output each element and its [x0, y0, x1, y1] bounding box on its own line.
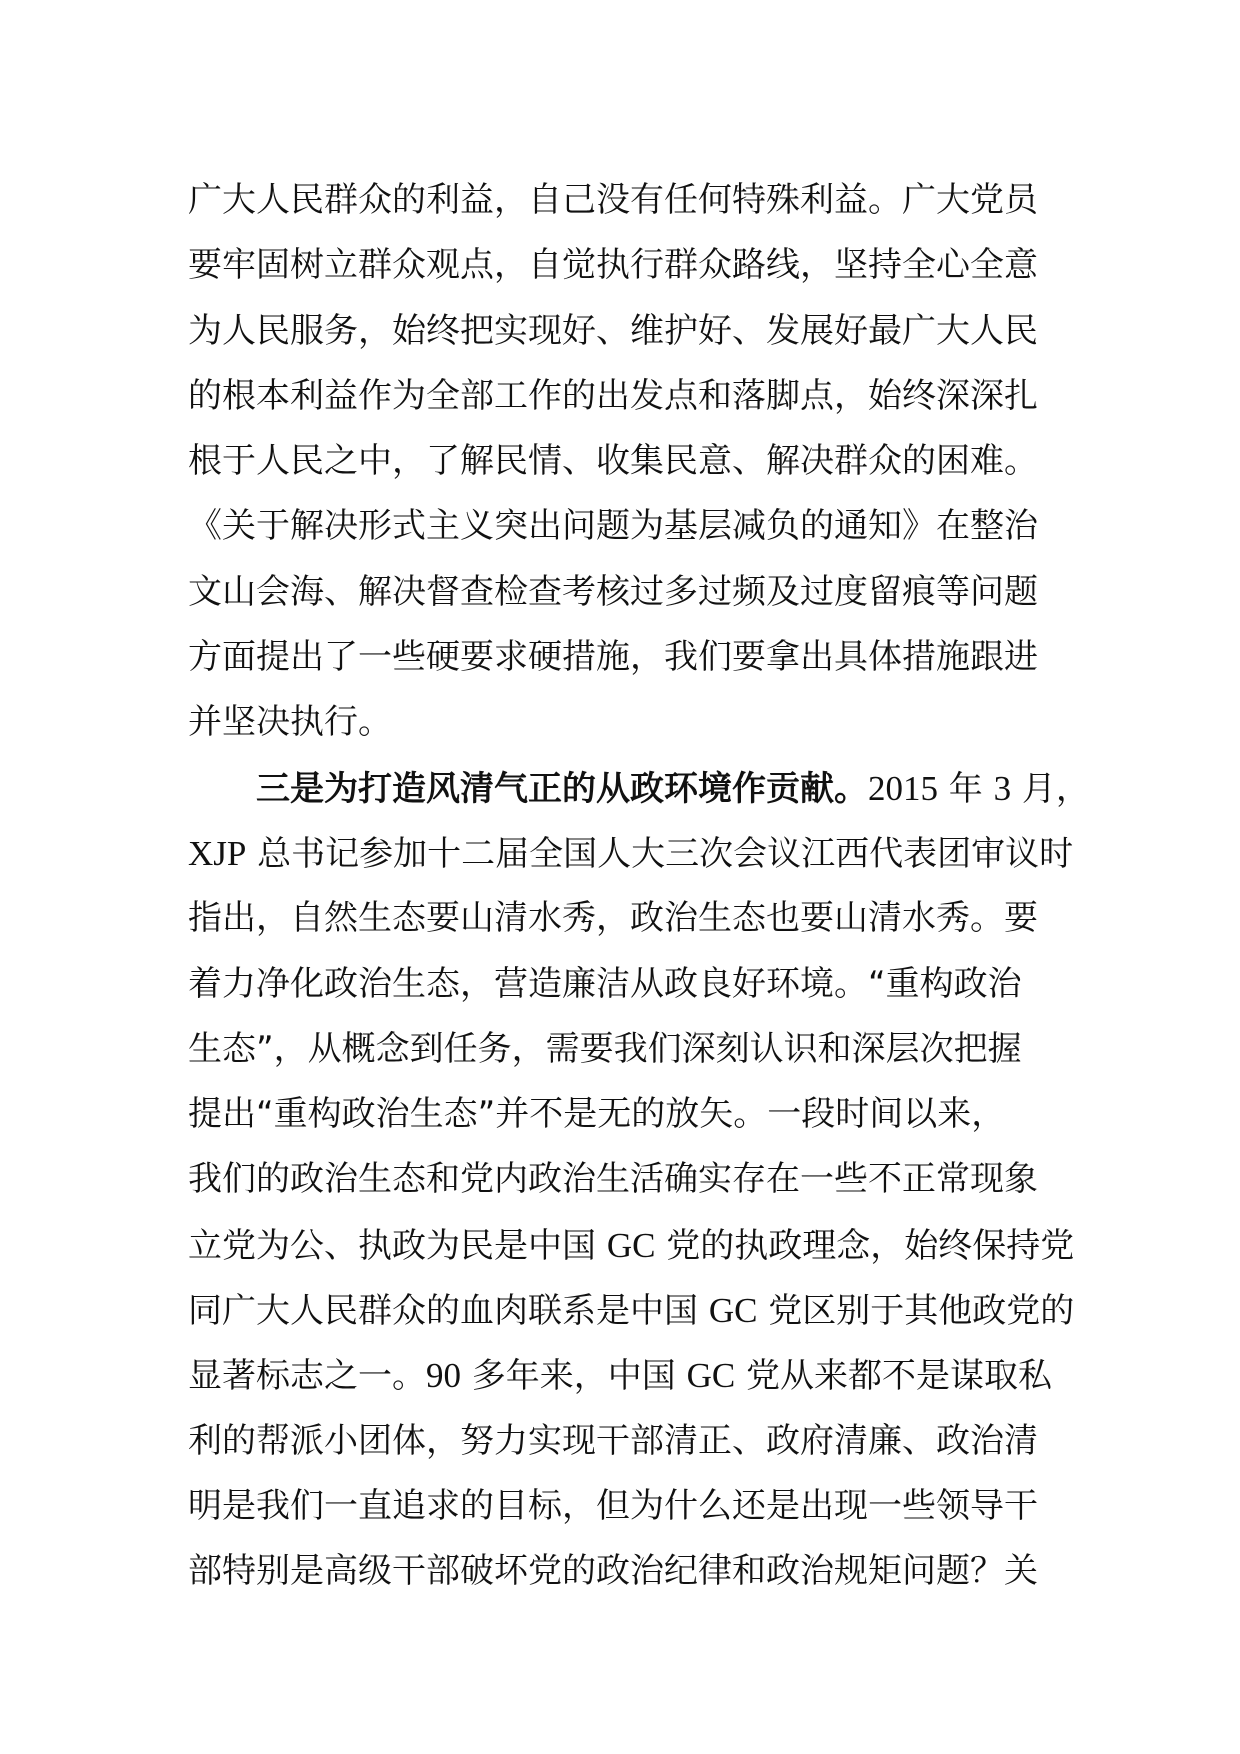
year-number: 2015 — [868, 768, 938, 808]
section-heading: 三是为打造风清气正的从政环境作贡献。 — [256, 768, 868, 809]
line-text: 党区别于其他政党的 — [757, 1291, 1075, 1332]
text-line: 明是我们一直追求的目标，但为什么还是出现一些领导干 — [188, 1485, 1038, 1526]
latin-text: 90 — [426, 1356, 461, 1396]
month-label: 月， — [1011, 768, 1090, 809]
text-line: 的根本利益作为全部工作的出发点和落脚点，始终深深扎 — [188, 375, 1038, 416]
text-line: 提出“重构政治生态”并不是无的放矢。一段时间以来， — [188, 1094, 1006, 1135]
text-line: 我们的政治生态和党内政治生活确实存在一些不正常现象 — [188, 1159, 1038, 1200]
text-line: 文山会海、解决督查检查考核过多过频及过度留痕等问题 — [188, 571, 1038, 612]
latin-text: XJP — [188, 833, 247, 873]
text-line: 着力净化政治生态，营造廉洁从政良好环境。“重构政治 — [188, 963, 1022, 1004]
line-text: 党从来都不是谋取私 — [735, 1356, 1053, 1397]
month-number: 3 — [993, 768, 1012, 808]
text-line: 生态”，从概念到任务，需要我们深刻认识和深层次把握 — [188, 1028, 1022, 1069]
text-line: 并坚决执行。 — [188, 702, 392, 743]
latin-text: GC — [686, 1356, 736, 1396]
line-text: 多年来，中国 — [461, 1356, 687, 1397]
text-line: 方面提出了一些硬要求硬措施，我们要拿出具体措施跟进 — [188, 637, 1038, 678]
text-line: 《关于解决形式主义突出问题为基层减负的通知》在整治 — [188, 506, 1038, 547]
line-text: 党的执政理念，始终保持党 — [655, 1225, 1075, 1266]
latin-text: GC — [708, 1291, 758, 1331]
text-line — [188, 1343, 1088, 1408]
text-line — [188, 821, 1088, 886]
text-line: 广大人民群众的利益，自己没有任何特殊利益。广大党员 — [188, 180, 1038, 220]
text-line: 要牢固树立群众观点，自觉执行群众路线，坚持全心全意 — [188, 245, 1038, 286]
year-label: 年 — [938, 768, 994, 809]
text-line: 根于人民之中，了解民情、收集民意、解决群众的困难。 — [188, 441, 1038, 482]
text-line: 为人民服务，始终把实现好、维护好、发展好最广大人民 — [188, 310, 1038, 351]
text-line: 利的帮派小团体，努力实现干部清正、政府清廉、政治清 — [188, 1420, 1038, 1461]
text-line — [188, 1278, 1088, 1343]
text-line: 指出，自然生态要山清水秀，政治生态也要山清水秀。要 — [188, 898, 1038, 939]
body-text — [188, 168, 1088, 1605]
line-text: 显著标志之一。 — [188, 1356, 426, 1397]
latin-text: GC — [606, 1225, 656, 1265]
line-text: 同广大人民群众的血肉联系是中国 — [188, 1291, 709, 1332]
text-line: 部特别是高级干部破坏党的政治纪律和政治规矩问题？关 — [188, 1551, 1038, 1592]
text-line — [188, 1213, 1088, 1278]
line-text: 立党为公、执政为民是中国 — [188, 1225, 607, 1266]
section-heading-line — [188, 756, 1088, 821]
line-text: 总书记参加十二届全国人大三次会议江西代表团审议时 — [246, 833, 1074, 874]
